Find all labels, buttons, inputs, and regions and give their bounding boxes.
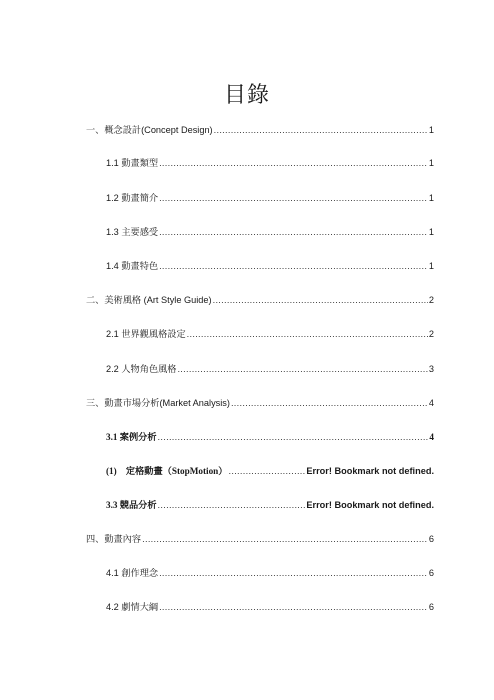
toc-entry-error: Error! Bookmark not defined. xyxy=(306,466,434,476)
toc-entry-label: 3.1 案例分析 xyxy=(106,432,157,442)
toc-entry-page: 1 xyxy=(428,125,434,135)
toc-entry[interactable] xyxy=(86,294,434,306)
dot-leader xyxy=(159,192,428,204)
toc-entry-page: 1 xyxy=(428,261,434,271)
toc-entry-label: 1.2 動畫簡介 xyxy=(106,193,159,203)
toc-entry-page: 6 xyxy=(428,534,434,544)
dot-leader xyxy=(142,533,428,545)
dot-leader xyxy=(158,499,306,511)
toc-entry[interactable] xyxy=(86,533,434,545)
toc-entry-label: 一、概念設計(Concept Design) xyxy=(86,125,213,135)
toc-entry-page: 1 xyxy=(428,158,434,168)
dot-leader xyxy=(228,465,305,477)
toc-entry-page: 6 xyxy=(428,568,434,578)
toc-entry[interactable] xyxy=(86,124,434,136)
toc-entry-label: 二、美術風格 (Art Style Guide) xyxy=(86,295,212,305)
toc-entry-label: 1.3 主要感受 xyxy=(106,227,159,237)
toc-entry-label: 3.3 競品分析 xyxy=(106,500,157,510)
toc-entry-label: 4.1 創作理念 xyxy=(106,568,159,578)
toc-entry-label: 2.2 人物角色風格 xyxy=(106,364,177,374)
toc-entry-label: 1.1 動畫類型 xyxy=(106,158,159,168)
dot-leader xyxy=(213,294,428,306)
toc-entry-page: 4 xyxy=(428,398,434,408)
toc-entry-page: 2 xyxy=(428,295,434,305)
toc-entry-label: (1) 定格動畫（StopMotion） xyxy=(106,466,228,476)
toc-entry[interactable] xyxy=(106,363,434,375)
toc-entry-label: 三、動畫市場分析(Market Analysis) xyxy=(86,398,230,408)
toc-entry[interactable] xyxy=(106,601,434,613)
toc-entry-page: 4 xyxy=(429,432,434,442)
toc-entry[interactable] xyxy=(106,567,434,579)
dot-leader xyxy=(159,260,428,272)
toc-entry[interactable] xyxy=(106,260,434,272)
toc-entry-page: 3 xyxy=(428,364,434,374)
toc-entry-page: 6 xyxy=(428,602,434,612)
toc-entry[interactable] xyxy=(106,226,434,238)
toc-entry-page: 1 xyxy=(428,193,434,203)
dot-leader xyxy=(177,363,427,375)
toc-entry[interactable] xyxy=(106,465,434,477)
dot-leader xyxy=(159,226,428,238)
dot-leader xyxy=(187,328,428,340)
toc-title: 目錄 xyxy=(223,83,270,108)
dot-leader xyxy=(159,157,428,169)
dot-leader xyxy=(159,601,428,613)
toc-entry-error: Error! Bookmark not defined. xyxy=(306,500,434,510)
dot-leader xyxy=(231,397,428,409)
toc-entry-label: 2.1 世界觀風格設定 xyxy=(106,329,186,339)
dot-leader xyxy=(159,567,428,579)
toc-entry[interactable] xyxy=(106,192,434,204)
dot-leader xyxy=(158,431,429,443)
toc-entry-page: 2 xyxy=(428,329,434,339)
toc-entry[interactable] xyxy=(86,397,434,409)
toc-entry[interactable] xyxy=(106,431,434,443)
toc-entry-label: 4.2 劇情大綱 xyxy=(106,602,159,612)
toc-entry-label: 四、動畫內容 xyxy=(86,534,142,544)
toc-entry[interactable] xyxy=(106,157,434,169)
toc-entry[interactable] xyxy=(106,328,434,340)
toc-entry-page: 1 xyxy=(428,227,434,237)
toc-entry-label: 1.4 動畫特色 xyxy=(106,261,159,271)
toc-entry[interactable] xyxy=(106,499,434,511)
dot-leader xyxy=(214,124,428,136)
